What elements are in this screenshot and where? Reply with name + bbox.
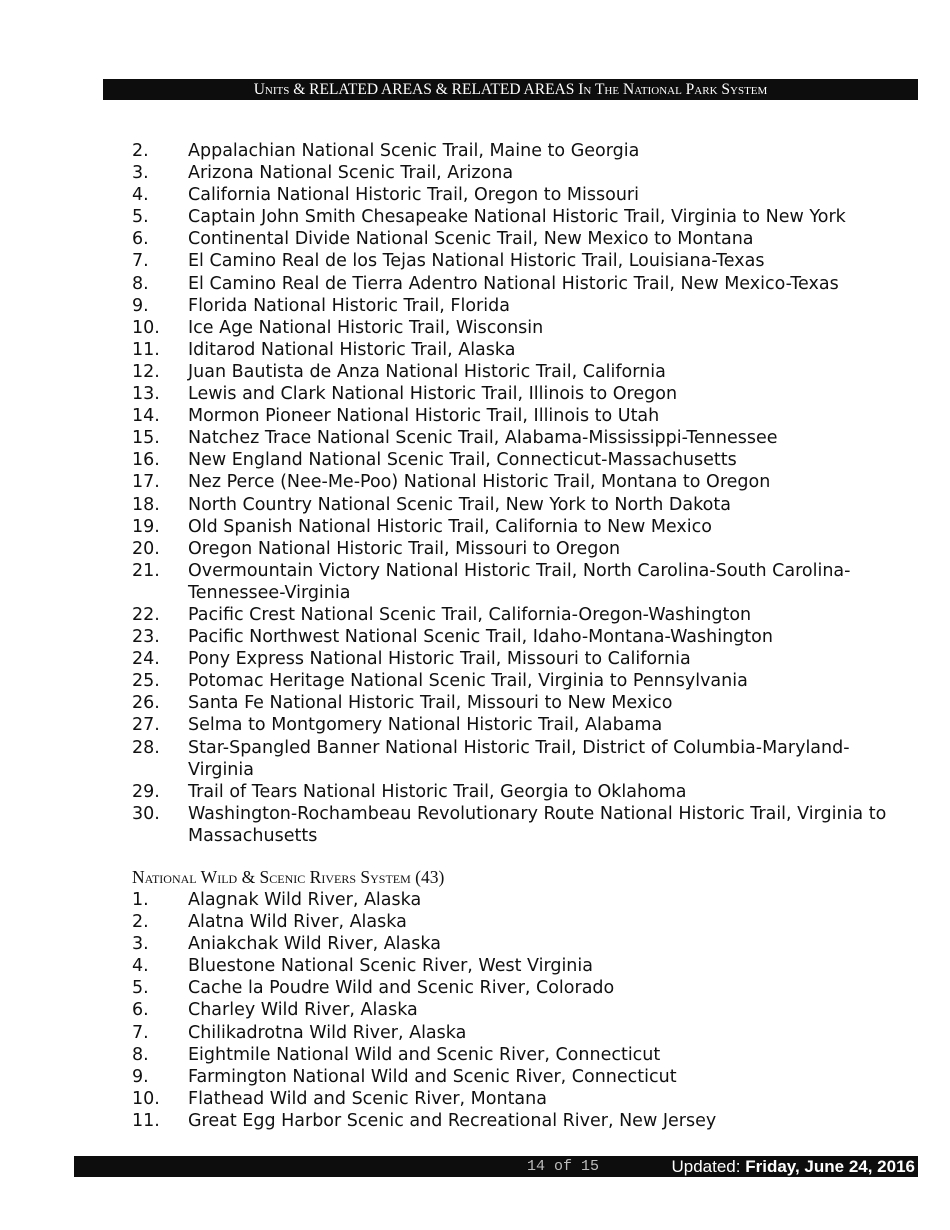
list-item — [132, 494, 912, 516]
item-text: Arizona National Scenic Trail, Arizona — [188, 163, 514, 184]
list-item — [132, 449, 912, 471]
item-number: 11. — [132, 1110, 160, 1131]
item-number: 7. — [132, 1022, 149, 1043]
item-number: 24. — [132, 649, 160, 670]
item-number: 2. — [132, 912, 149, 933]
item-number: 12. — [132, 361, 160, 382]
list-item — [132, 670, 912, 692]
item-number: 8. — [132, 1044, 149, 1065]
item-text: Aniakchak Wild River, Alaska — [188, 934, 441, 955]
item-number: 15. — [132, 428, 160, 449]
item-text: El Camino Real de Tierra Adentro National Historic Trail, New Mexico-Texas — [188, 273, 839, 294]
list-item — [132, 471, 912, 493]
item-number: 20. — [132, 538, 160, 559]
updated-label: Updated: — [671, 1157, 741, 1176]
item-text: Juan Bautista de Anza National Historic Trail, California — [188, 361, 666, 382]
list-item — [132, 737, 912, 781]
item-text: Eightmile National Wild and Scenic River, Connecticut — [188, 1044, 661, 1065]
item-text: Potomac Heritage National Scenic Trail, Virginia to Pennsylvania — [188, 671, 748, 692]
item-text: Trail of Tears National Historic Trail, Georgia to Oklahoma — [188, 781, 687, 802]
list-item — [132, 250, 912, 272]
list-item — [132, 140, 912, 162]
list-item — [132, 999, 912, 1021]
item-number: 18. — [132, 494, 160, 515]
item-number: 6. — [132, 229, 149, 250]
item-number: 25. — [132, 671, 160, 692]
item-text: New England National Scenic Trail, Connecticut-Massachusetts — [188, 450, 737, 471]
item-number: 5. — [132, 978, 149, 999]
item-text: Natchez Trace National Scenic Trail, Alabama-Mississippi-Tennessee — [188, 428, 778, 449]
list-item — [132, 361, 912, 383]
rivers-heading: National Wild & Scenic Rivers System (43) — [132, 867, 445, 887]
item-text: Pacific Northwest National Scenic Trail, Idaho-Montana-Washington — [188, 627, 773, 648]
item-text: Chilikadrotna Wild River, Alaska — [188, 1022, 467, 1043]
item-text: Selma to Montgomery National Historic Trail, Alabama — [188, 715, 663, 736]
list-item — [132, 317, 912, 339]
list-item — [132, 538, 912, 560]
list-item — [132, 339, 912, 361]
item-text: Captain John Smith Chesapeake National Historic Trail, Virginia to New York — [188, 207, 846, 228]
page-footer — [74, 1156, 918, 1177]
item-number: 26. — [132, 693, 160, 714]
header-title: Units & RELATED AREAS & RELATED AREAS In The National Park System — [253, 81, 768, 98]
item-text: Florida National Historic Trail, Florida — [188, 295, 510, 316]
list-item — [132, 692, 912, 714]
list-item — [132, 1110, 912, 1132]
item-text: Overmountain Victory National Historic Trail, North Carolina-South Carolina-Tennessee-Virginia — [188, 560, 851, 603]
item-text: North Country National Scenic Trail, New York to North Dakota — [188, 494, 731, 515]
rivers-list — [132, 889, 912, 1132]
item-text: Pacific Crest National Scenic Trail, California-Oregon-Washington — [188, 604, 752, 625]
item-text: California National Historic Trail, Oregon to Missouri — [188, 185, 639, 206]
list-item — [132, 383, 912, 405]
item-number: 10. — [132, 317, 160, 338]
list-item — [132, 184, 912, 206]
item-text: Appalachian National Scenic Trail, Maine to Georgia — [188, 141, 640, 161]
item-number: 23. — [132, 627, 160, 648]
item-number: 16. — [132, 450, 160, 471]
item-text: Mormon Pioneer National Historic Trail, Illinois to Utah — [188, 406, 660, 427]
list-item — [132, 206, 912, 228]
list-item — [132, 228, 912, 250]
item-number: 5. — [132, 207, 149, 228]
item-text: Great Egg Harbor Scenic and Recreational River, New Jersey — [188, 1110, 717, 1131]
list-item — [132, 889, 912, 911]
list-item — [132, 516, 912, 538]
item-number: 3. — [132, 934, 149, 955]
item-number: 7. — [132, 251, 149, 272]
item-number: 11. — [132, 339, 160, 360]
list-item — [132, 162, 912, 184]
list-item — [132, 933, 912, 955]
item-text: Iditarod National Historic Trail, Alaska — [188, 339, 516, 360]
list-item — [132, 626, 912, 648]
item-text: Alatna Wild River, Alaska — [188, 912, 407, 933]
list-item — [132, 1066, 912, 1088]
list-item — [132, 648, 912, 670]
updated-stamp — [671, 1156, 915, 1177]
item-text: Old Spanish National Historic Trail, California to New Mexico — [188, 516, 712, 537]
item-number: 21. — [132, 560, 160, 581]
item-text: Farmington National Wild and Scenic River, Connecticut — [188, 1066, 677, 1087]
item-text: El Camino Real de los Tejas National Historic Trail, Louisiana-Texas — [188, 251, 765, 272]
item-number: 30. — [132, 803, 160, 824]
item-number: 4. — [132, 956, 149, 977]
item-number: 14. — [132, 406, 160, 427]
list-item — [132, 955, 912, 977]
item-text: Alagnak Wild River, Alaska — [188, 890, 422, 910]
list-item — [132, 714, 912, 736]
item-number: 29. — [132, 781, 160, 802]
item-number: 28. — [132, 737, 160, 758]
item-number: 9. — [132, 295, 149, 316]
list-item — [132, 911, 912, 933]
list-item — [132, 427, 912, 449]
item-number: 2. — [132, 141, 149, 161]
item-text: Continental Divide National Scenic Trail, New Mexico to Montana — [188, 229, 754, 250]
item-number: 4. — [132, 185, 149, 206]
list-item — [132, 803, 912, 847]
item-number: 13. — [132, 384, 160, 405]
updated-date: Friday, June 24, 2016 — [745, 1157, 915, 1176]
list-item — [132, 604, 912, 626]
item-number: 6. — [132, 1000, 149, 1021]
item-number: 3. — [132, 163, 149, 184]
item-text: Bluestone National Scenic River, West Virginia — [188, 956, 593, 977]
item-text: Ice Age National Historic Trail, Wisconsin — [188, 317, 544, 338]
list-item — [132, 1022, 912, 1044]
list-item — [132, 273, 912, 295]
page-number: 14 of 15 — [527, 1158, 600, 1175]
item-text: Flathead Wild and Scenic River, Montana — [188, 1088, 547, 1109]
list-item — [132, 1088, 912, 1110]
item-text: Star-Spangled Banner National Historic Trail, District of Columbia-Maryland-Virginia — [188, 737, 850, 780]
item-text: Cache la Poudre Wild and Scenic River, Colorado — [188, 978, 615, 999]
item-number: 22. — [132, 604, 160, 625]
item-text: Lewis and Clark National Historic Trail, Illinois to Oregon — [188, 384, 678, 405]
list-item — [132, 295, 912, 317]
item-text: Oregon National Historic Trail, Missouri to Oregon — [188, 538, 621, 559]
item-number: 9. — [132, 1066, 149, 1087]
page-header — [103, 79, 918, 100]
item-number: 17. — [132, 472, 160, 493]
list-item — [132, 781, 912, 803]
list-item — [132, 405, 912, 427]
item-number: 19. — [132, 516, 160, 537]
item-text: Santa Fe National Historic Trail, Missouri to New Mexico — [188, 693, 673, 714]
list-item — [132, 1044, 912, 1066]
item-number: 27. — [132, 715, 160, 736]
trails-list — [132, 140, 912, 847]
item-text: Washington-Rochambeau Revolutionary Route National Historic Trail, Virginia to Massachusetts — [188, 803, 887, 846]
item-text: Pony Express National Historic Trail, Missouri to California — [188, 649, 691, 670]
list-item — [132, 560, 912, 604]
item-number: 8. — [132, 273, 149, 294]
list-item — [132, 977, 912, 999]
item-number: 10. — [132, 1088, 160, 1109]
item-text: Charley Wild River, Alaska — [188, 1000, 418, 1021]
item-number: 1. — [132, 890, 149, 910]
item-text: Nez Perce (Nee-Me-Poo) National Historic Trail, Montana to Oregon — [188, 472, 771, 493]
